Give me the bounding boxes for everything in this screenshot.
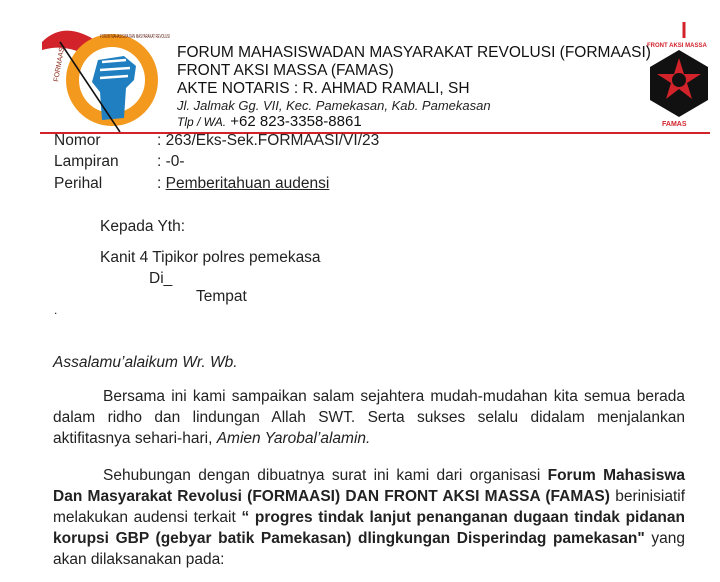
- paragraph-2-text-1: Sehubungan dengan dibuatnya surat ini kami dari organisasi: [103, 467, 548, 484]
- paragraph-1-text: Bersama ini kami sampaikan salam sejahtera mudah-mudahan kita semua berada dalam ridho dan lindungan Allah SWT. Serta sukses selalu didalam menjalankan aktifitasnya sehari-hari,: [53, 388, 685, 447]
- meta-label-perihal: Perihal: [54, 175, 103, 192]
- recipient-di: Di_: [149, 270, 173, 287]
- paragraph-2-text-3: yang akan dilaksanakan pada:: [53, 530, 685, 568]
- famas-logo-bottom-text: FAMAS: [662, 121, 687, 128]
- paragraph-1: [53, 386, 685, 449]
- perihal-prefix: :: [157, 175, 166, 192]
- meta-value-lampiran: : -0-: [157, 153, 185, 170]
- formaasi-logo: [40, 22, 180, 132]
- stray-dot: .: [54, 303, 58, 317]
- recipient-name: Kanit 4 Tipikor polres pemekasa: [100, 249, 321, 266]
- salutation: Assalamu’alaikum Wr. Wb.: [53, 354, 238, 371]
- paragraph-2-topic: “ progres tindak lanjut penanganan dugaan tindak pidanan korupsi GBP (gebyar batik Pamekasan) dlingkungan Disperindag pamekasan": [53, 509, 685, 547]
- address: Jl. Jalmak Gg. VII, Kec. Pamekasan, Kab. Pamekasan: [177, 98, 491, 113]
- paragraph-1-closing: Amien Yarobal’alamin.: [216, 430, 371, 447]
- paragraph-2: [53, 465, 685, 570]
- formaasi-logo-side-text: FORMAASI: [53, 45, 67, 83]
- notary-deed: AKTE NOTARIS : R. AHMAD RAMALI, SH: [177, 80, 470, 97]
- recipient-greeting: Kepada Yth:: [100, 218, 186, 235]
- formaasi-logo-ring-text: FORUM MAHASISWA DAN MASYARAKAT REVOLUSI: [100, 34, 171, 40]
- meta-label-nomor: Nomor: [54, 132, 101, 149]
- org-name-famas: FRONT AKSI MASSA (FAMAS): [177, 62, 394, 79]
- org-name-formaasi: FORUM MAHASISWADAN MASYARAKAT REVOLUSI (FORMAASI): [177, 44, 651, 61]
- phone-label: Tlp / WA.: [177, 115, 227, 129]
- meta-value-nomor: : 263/Eks-Sek.FORMAASI/VI/23: [157, 132, 380, 149]
- phone-line: [177, 113, 362, 131]
- paragraph-2-org-names: Forum Mahasiswa Dan Masyarakat Revolusi (FORMAASI) DAN FRONT AKSI MASSA (FAMAS): [53, 467, 685, 505]
- phone-number: +62 823-3358-8861: [230, 113, 362, 130]
- famas-logo-top-text: FRONT AKSI MASSA: [647, 43, 707, 49]
- recipient-place: Tempat: [196, 288, 247, 305]
- meta-value-perihal: [157, 175, 329, 193]
- meta-label-lampiran: Lampiran: [54, 153, 119, 170]
- famas-logo: [644, 22, 714, 130]
- perihal-subject: Pemberitahuan audensi: [165, 175, 330, 192]
- paragraph-2-text-2: berinisiatif melakukan audensi terkait: [53, 488, 685, 526]
